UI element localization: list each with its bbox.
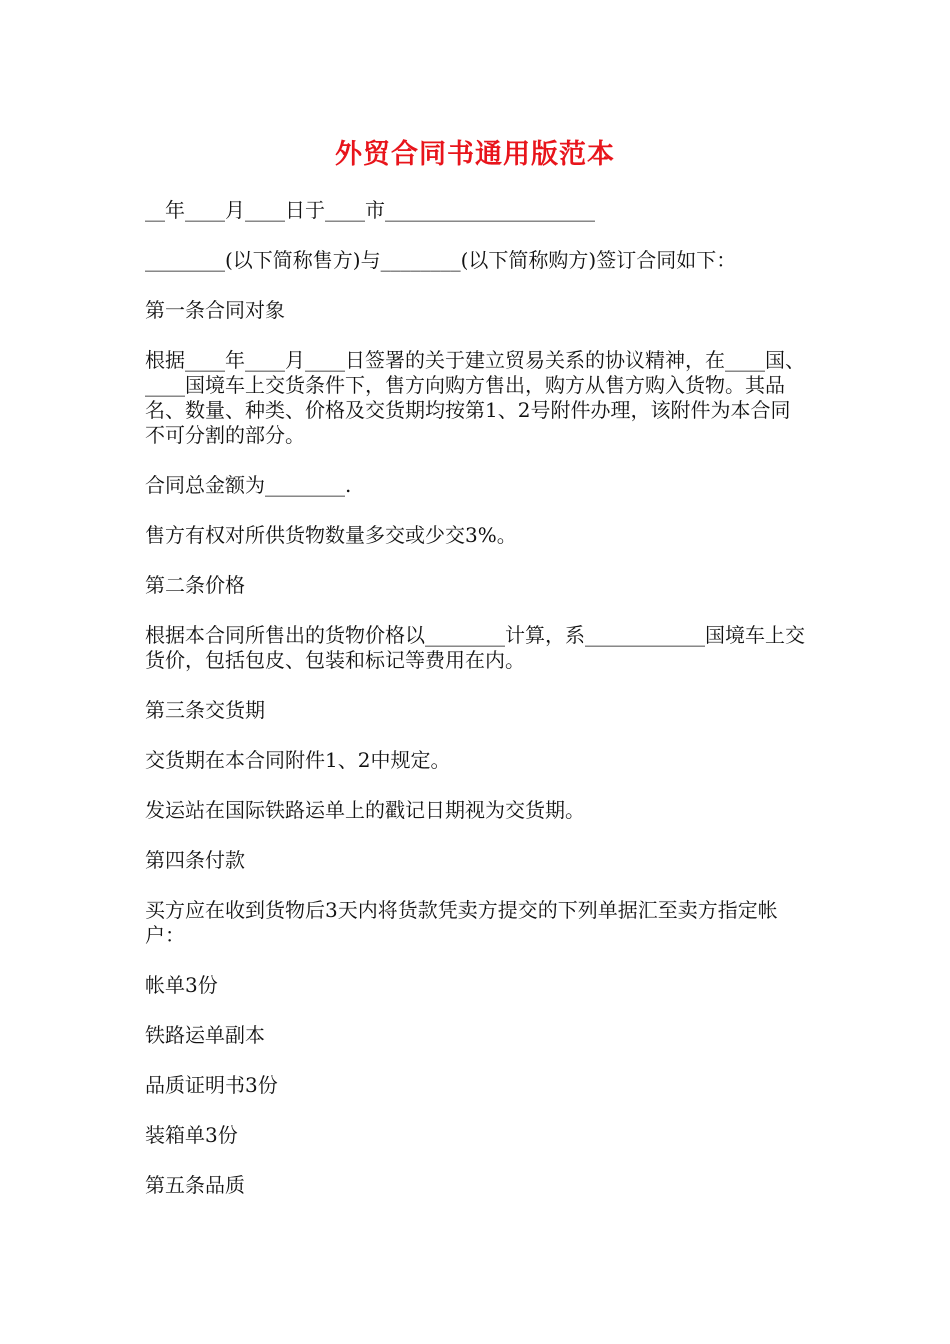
article-1-body: 根据____年____月____日签署的关于建立贸易关系的协议精神，在____国、____国境车上交货条件下，售方向购方售出，购方从售方购入货物。其品名、数量、种类、价格及交货期均按第1、2号附件办理，该附件为本合同不可分割的部分。 xyxy=(145,348,805,447)
delivery-date-line: 发运站在国际铁路运单上的戳记日期视为交货期。 xyxy=(145,798,585,822)
article-5-heading: 第五条品质 xyxy=(145,1173,245,1197)
document-list-item: 装箱单3份 xyxy=(145,1123,238,1147)
document-list-item: 铁路运单副本 xyxy=(145,1023,265,1047)
document-list-item: 帐单3份 xyxy=(145,973,218,997)
article-1-heading: 第一条合同对象 xyxy=(145,298,285,322)
parties-line: ________(以下简称售方)与________(以下简称购方)签订合同如下： xyxy=(145,248,737,272)
date-place-line: __年____月____日于____市_____________________ xyxy=(145,198,595,222)
article-2-heading: 第二条价格 xyxy=(145,573,245,597)
document-list-item: 品质证明书3份 xyxy=(145,1073,278,1097)
total-amount-line: 合同总金额为________. xyxy=(145,473,352,497)
article-3-heading: 第三条交货期 xyxy=(145,698,265,722)
document-title: 外贸合同书通用版范本 xyxy=(335,139,615,170)
document-body xyxy=(145,198,807,1223)
payment-body: 买方应在收到货物后3天内将货款凭卖方提交的下列单据汇至卖方指定帐户： xyxy=(145,898,778,947)
article-4-heading: 第四条付款 xyxy=(145,848,245,872)
quantity-tolerance-line: 售方有权对所供货物数量多交或少交3%。 xyxy=(145,523,517,547)
article-2-body: 根据本合同所售出的货物价格以________计算，系____________国境车上交货价，包括包皮、包装和标记等费用在内。 xyxy=(145,623,805,672)
delivery-schedule-line: 交货期在本合同附件1、2中规定。 xyxy=(145,748,451,772)
